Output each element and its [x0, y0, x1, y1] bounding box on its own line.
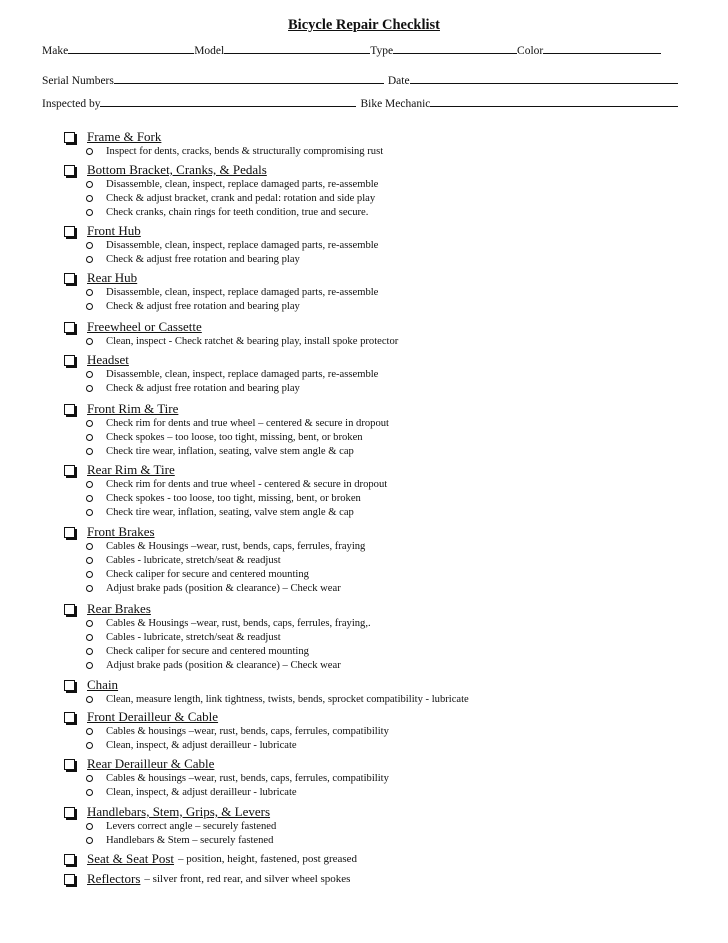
- make-field[interactable]: [68, 43, 194, 54]
- circle-bullet-icon: [86, 634, 93, 641]
- task-text: Clean, inspect, & adjust derailleur - lubricate: [106, 787, 297, 799]
- circle-bullet-icon: [86, 662, 93, 669]
- circle-bullet-icon: [86, 620, 93, 627]
- section-checkbox[interactable]: [64, 759, 75, 770]
- task-item: [64, 445, 389, 459]
- task-text: Clean, measure length, link tightness, twists, bends, sprocket compatibility - lubricate: [106, 694, 469, 706]
- task-text: Check & adjust free rotation and bearing play: [106, 383, 300, 395]
- task-item: [64, 382, 378, 396]
- vehicle-info-line: [42, 43, 661, 57]
- circle-bullet-icon: [86, 434, 93, 441]
- type-field[interactable]: [393, 43, 517, 54]
- circle-bullet-icon: [86, 420, 93, 427]
- section-header: [64, 709, 389, 725]
- checklist-section: [64, 223, 378, 267]
- checklist-section: [64, 709, 389, 753]
- section-title: Frame & Fork: [87, 129, 162, 144]
- circle-bullet-icon: [86, 742, 93, 749]
- make-label: Make: [42, 45, 69, 57]
- task-list: [64, 178, 378, 219]
- task-item: [64, 239, 378, 253]
- section-title: Headset: [87, 352, 129, 367]
- task-item: [64, 286, 378, 300]
- circle-bullet-icon: [86, 696, 93, 703]
- task-item: [64, 568, 365, 582]
- date-label: Date: [387, 75, 410, 87]
- serial-field[interactable]: [114, 73, 384, 84]
- task-text: Adjust brake pads (position & clearance) – Check wear: [106, 659, 341, 671]
- task-list: [64, 286, 378, 314]
- task-item: [64, 192, 378, 206]
- section-title: Rear Rim & Tire: [87, 462, 175, 477]
- task-item: [64, 417, 389, 431]
- section-checkbox[interactable]: [64, 132, 75, 143]
- circle-bullet-icon: [86, 571, 93, 578]
- task-text: Handlebars & Stem – securely fastened: [106, 835, 274, 847]
- task-item: [64, 540, 365, 554]
- task-list: [64, 368, 378, 396]
- section-checkbox[interactable]: [64, 322, 75, 333]
- circle-bullet-icon: [86, 195, 93, 202]
- color-label: Color: [517, 45, 544, 57]
- section-header: [64, 223, 378, 239]
- task-list: [64, 772, 389, 800]
- serial-date-line: [42, 73, 678, 87]
- task-text: Check caliper for secure and centered mounting: [106, 568, 309, 580]
- inspector-mechanic-line: [42, 96, 678, 110]
- checklist-section: [64, 871, 350, 887]
- task-list: [64, 145, 383, 159]
- task-list: [64, 617, 371, 672]
- section-header: [64, 804, 276, 820]
- task-list: [64, 693, 469, 707]
- section-header: [64, 851, 357, 867]
- circle-bullet-icon: [86, 495, 93, 502]
- task-item: [64, 178, 378, 192]
- circle-bullet-icon: [86, 242, 93, 249]
- task-item: [64, 300, 378, 314]
- section-title: Front Derailleur & Cable: [87, 709, 219, 724]
- checklist-section: [64, 524, 365, 595]
- section-checkbox[interactable]: [64, 604, 75, 615]
- circle-bullet-icon: [86, 371, 93, 378]
- circle-bullet-icon: [86, 385, 93, 392]
- section-header: [64, 462, 387, 478]
- section-title: Front Brakes: [87, 524, 155, 539]
- date-field[interactable]: [410, 73, 678, 84]
- circle-bullet-icon: [86, 509, 93, 516]
- section-title: Front Hub: [87, 223, 141, 238]
- section-title: Handlebars, Stem, Grips, & Levers: [87, 804, 271, 819]
- section-header: [64, 677, 469, 693]
- section-checkbox[interactable]: [64, 712, 75, 723]
- section-checkbox[interactable]: [64, 165, 75, 176]
- circle-bullet-icon: [86, 209, 93, 216]
- task-text: Check cranks, chain rings for teeth condition, true and secure.: [106, 206, 369, 218]
- task-text: Adjust brake pads (position & clearance) – Check wear: [106, 582, 341, 594]
- circle-bullet-icon: [86, 448, 93, 455]
- checklist-section: [64, 270, 378, 314]
- checklist-section: [64, 352, 378, 396]
- task-item: [64, 368, 378, 382]
- section-title: Rear Derailleur & Cable: [87, 756, 215, 771]
- circle-bullet-icon: [86, 338, 93, 345]
- model-field[interactable]: [224, 43, 370, 54]
- task-list: [64, 239, 378, 267]
- mechanic-label: Bike Mechanic: [360, 98, 431, 110]
- circle-bullet-icon: [86, 728, 93, 735]
- circle-bullet-icon: [86, 837, 93, 844]
- section-header: [64, 871, 350, 887]
- task-item: [64, 820, 276, 834]
- task-item: [64, 645, 371, 659]
- task-item: [64, 506, 387, 520]
- task-text: Cables & Housings –wear, rust, bends, caps, ferrules, fraying,.: [106, 618, 371, 630]
- circle-bullet-icon: [86, 289, 93, 296]
- circle-bullet-icon: [86, 181, 93, 188]
- section-header: [64, 756, 389, 772]
- task-text: Check rim for dents and true wheel – centered & secure in dropout: [106, 418, 389, 430]
- task-text: Check & adjust free rotation and bearing play: [106, 254, 300, 266]
- checklist-section: [64, 462, 387, 519]
- task-item: [64, 786, 389, 800]
- section-checkbox[interactable]: [64, 807, 75, 818]
- checklist-section: [64, 601, 371, 672]
- section-title: Chain: [87, 677, 119, 692]
- task-text: Cables - lubricate, stretch/seat & readjust: [106, 632, 281, 644]
- task-list: [64, 725, 389, 753]
- task-list: [64, 335, 398, 349]
- section-header: [64, 129, 383, 145]
- circle-bullet-icon: [86, 543, 93, 550]
- section-checkbox[interactable]: [64, 226, 75, 237]
- section-note: – silver front, red rear, and silver wheel spokes: [144, 873, 351, 885]
- task-text: Clean, inspect, & adjust derailleur - lubricate: [106, 740, 297, 752]
- checklist-section: [64, 756, 389, 800]
- circle-bullet-icon: [86, 148, 93, 155]
- section-title: Freewheel or Cassette: [87, 319, 202, 334]
- task-text: Check tire wear, inflation, seating, valve stem angle & cap: [106, 445, 354, 457]
- section-header: [64, 601, 371, 617]
- task-item: [64, 478, 387, 492]
- circle-bullet-icon: [86, 303, 93, 310]
- color-field[interactable]: [543, 43, 661, 54]
- model-label: Model: [194, 45, 225, 57]
- section-title: Rear Hub: [87, 270, 138, 285]
- task-item: [64, 658, 371, 672]
- circle-bullet-icon: [86, 557, 93, 564]
- task-list: [64, 540, 365, 595]
- task-text: Cables & housings –wear, rust, bends, caps, ferrules, compatibility: [106, 773, 389, 785]
- section-checkbox[interactable]: [64, 355, 75, 366]
- section-header: [64, 270, 378, 286]
- section-checkbox[interactable]: [64, 404, 75, 415]
- task-text: Check & adjust bracket, crank and pedal: rotation and side play: [106, 193, 376, 205]
- task-text: Check tire wear, inflation, seating, valve stem angle & cap: [106, 506, 354, 518]
- section-checkbox[interactable]: [64, 465, 75, 476]
- checklist-section: [64, 129, 383, 159]
- section-title: Rear Brakes: [87, 601, 151, 616]
- section-title: Reflectors: [87, 871, 141, 886]
- section-header: [64, 319, 398, 335]
- task-item: [64, 431, 389, 445]
- task-item: [64, 581, 365, 595]
- task-item: [64, 631, 371, 645]
- task-text: Disassemble, clean, inspect, replace damaged parts, re-assemble: [106, 287, 379, 299]
- task-item: [64, 834, 276, 848]
- checklist-section: [64, 319, 398, 349]
- task-text: Check rim for dents and true wheel - centered & secure in dropout: [106, 479, 388, 491]
- checklist-section: [64, 677, 469, 707]
- task-text: Disassemble, clean, inspect, replace damaged parts, re-assemble: [106, 240, 379, 252]
- section-title: Front Rim & Tire: [87, 401, 179, 416]
- task-list: [64, 478, 387, 519]
- section-title: Seat & Seat Post: [87, 851, 175, 866]
- section-title: Bottom Bracket, Cranks, & Pedals: [87, 162, 267, 177]
- task-text: Clean, inspect - Check ratchet & bearing play, install spoke protector: [106, 336, 399, 348]
- section-checkbox[interactable]: [64, 854, 75, 865]
- checklist-section: [64, 401, 389, 458]
- task-item: [64, 772, 389, 786]
- section-note: – position, height, fastened, post greased: [178, 853, 358, 865]
- circle-bullet-icon: [86, 823, 93, 830]
- task-text: Cables & Housings –wear, rust, bends, caps, ferrules, fraying: [106, 541, 366, 553]
- task-item: [64, 206, 378, 220]
- inspected-field[interactable]: [100, 96, 356, 107]
- task-item: [64, 145, 383, 159]
- section-header: [64, 162, 378, 178]
- section-checkbox[interactable]: [64, 874, 75, 885]
- checklist-section: [64, 162, 378, 219]
- section-header: [64, 352, 378, 368]
- task-item: [64, 554, 365, 568]
- circle-bullet-icon: [86, 256, 93, 263]
- task-text: Check caliper for secure and centered mounting: [106, 645, 309, 657]
- inspected-label: Inspected by: [42, 98, 101, 110]
- section-checkbox[interactable]: [64, 527, 75, 538]
- task-text: Levers correct angle – securely fastened: [106, 821, 277, 833]
- serial-label: Serial Numbers: [42, 75, 114, 87]
- circle-bullet-icon: [86, 648, 93, 655]
- circle-bullet-icon: [86, 775, 93, 782]
- checklist-section: [64, 851, 357, 867]
- task-item: [64, 693, 469, 707]
- task-text: Check & adjust free rotation and bearing play: [106, 301, 300, 313]
- section-checkbox[interactable]: [64, 680, 75, 691]
- task-text: Cables & housings –wear, rust, bends, caps, ferrules, compatibility: [106, 726, 389, 738]
- checklist-section: [64, 804, 276, 848]
- task-text: Inspect for dents, cracks, bends & structurally compromising rust: [106, 146, 384, 158]
- task-text: Check spokes - too loose, too tight, missing, bent, or broken: [106, 493, 361, 505]
- task-item: [64, 739, 389, 753]
- task-text: Disassemble, clean, inspect, replace damaged parts, re-assemble: [106, 369, 379, 381]
- section-header: [64, 524, 365, 540]
- task-item: [64, 253, 378, 267]
- circle-bullet-icon: [86, 585, 93, 592]
- circle-bullet-icon: [86, 789, 93, 796]
- task-text: Cables - lubricate, stretch/seat & readjust: [106, 555, 281, 567]
- section-checkbox[interactable]: [64, 273, 75, 284]
- task-item: [64, 492, 387, 506]
- task-text: Check spokes – too loose, too tight, missing, bent, or broken: [106, 432, 363, 444]
- task-item: [64, 725, 389, 739]
- task-list: [64, 417, 389, 458]
- mechanic-field[interactable]: [430, 96, 678, 107]
- type-label: Type: [370, 45, 394, 57]
- circle-bullet-icon: [86, 481, 93, 488]
- section-header: [64, 401, 389, 417]
- task-list: [64, 820, 276, 848]
- page-title: Bicycle Repair Checklist: [288, 17, 440, 33]
- task-item: [64, 617, 371, 631]
- task-item: [64, 335, 398, 349]
- task-text: Disassemble, clean, inspect, replace damaged parts, re-assemble: [106, 179, 379, 191]
